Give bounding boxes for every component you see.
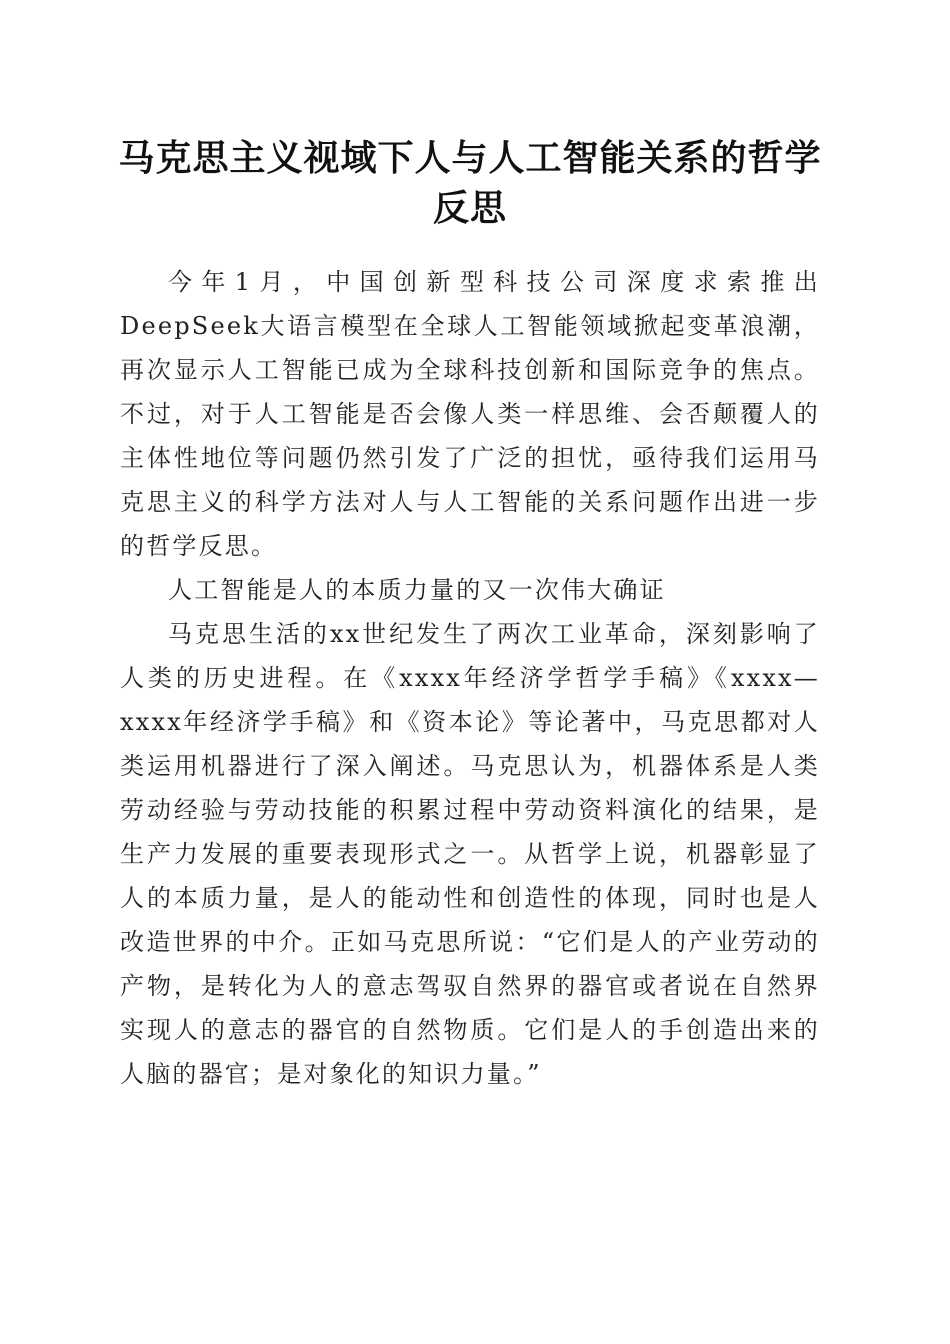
document-body bbox=[120, 260, 820, 1096]
document-title: 马克思主义视域下人与人工智能关系的哲学反思 bbox=[118, 137, 822, 229]
paragraph-intro: 今年1月，中国创新型科技公司深度求索推出DeepSeek大语言模型在全球人工智能领域掀起变革浪潮，再次显示人工智能已成为全球科技创新和国际竞争的焦点。不过，对于人工智能是否会像人类一样思维、会否颠覆人的主体性地位等问题仍然引发了广泛的担忧，亟待我们运用马克思主义的科学方法对人与人工智能的关系问题作出进一步的哲学反思。 bbox=[120, 268, 820, 560]
section-heading: 人工智能是人的本质力量的又一次伟大确证 bbox=[168, 576, 666, 604]
paragraph-marx-machines: 马克思生活的xx世纪发生了两次工业革命，深刻影响了人类的历史进程。在《xxxx年经济学哲学手稿》《xxxx—xxxx年经济学手稿》和《资本论》等论著中，马克思都对人类运用机器进行了深入阐述。马克思认为，机器体系是人类劳动经验与劳动技能的积累过程中劳动资料演化的结果，是生产力发展的重要表现形式之一。从哲学上说，机器彰显了人的本质力量，是人的能动性和创造性的体现，同时也是人改造世界的中介。正如马克思所说：“它们是人的产业劳动的产物，是转化为人的意志驾驭自然界的器官或者说在自然界实现人的意志的器官的自然物质。它们是人的手创造出来的人脑的器官；是对象化的知识力量。” bbox=[120, 620, 820, 1088]
